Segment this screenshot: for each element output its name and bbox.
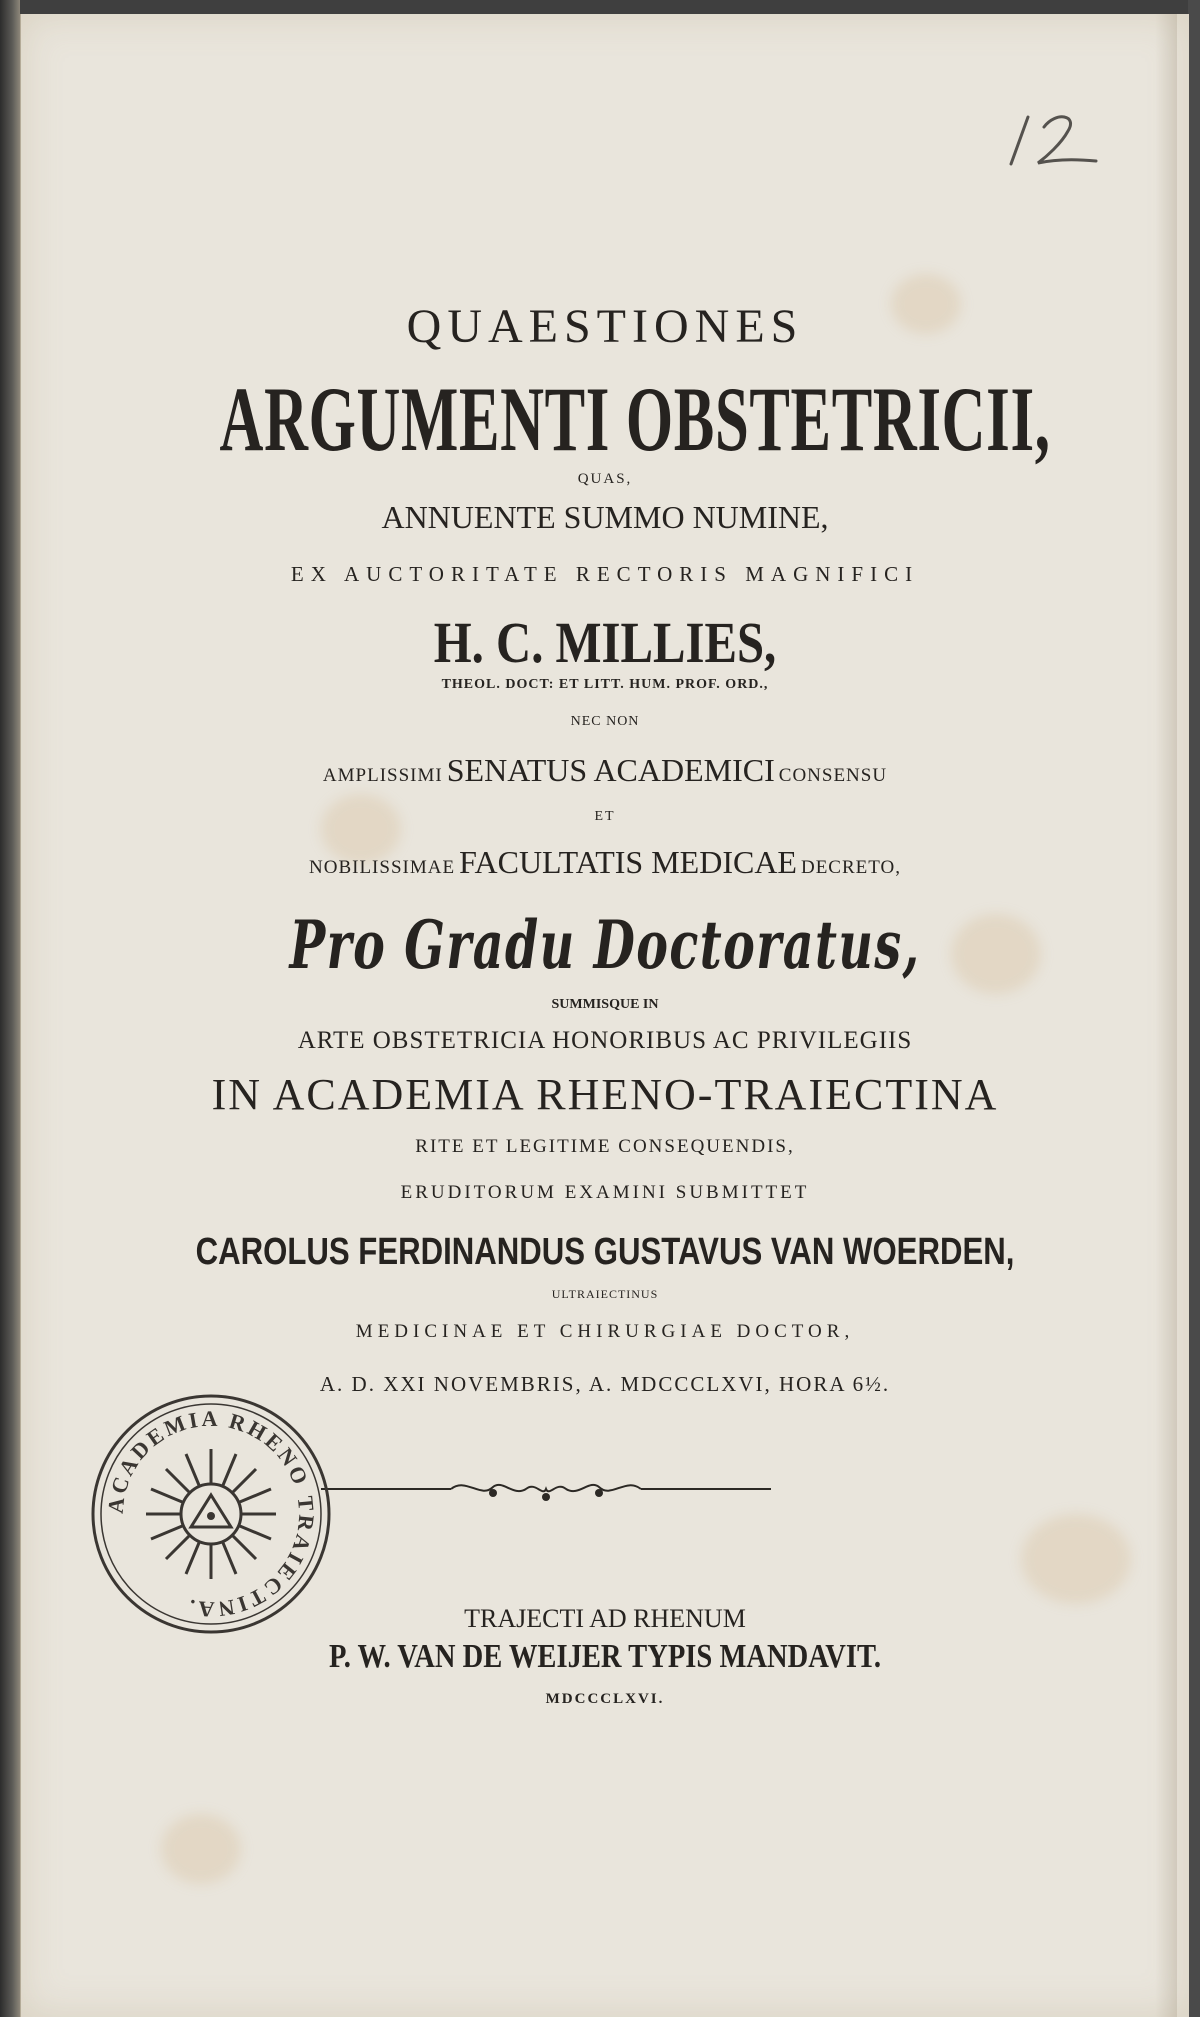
title-line-summisque: SUMMISQUE IN — [551, 997, 659, 1012]
imprint-year: MDCCCLXVI. — [545, 1691, 665, 1707]
imprint-place: TRAJECTI AD RHENUM — [464, 1604, 746, 1633]
text-senatus-academici: SENATUS ACADEMICI — [446, 752, 775, 788]
university-seal-stamp — [86, 1389, 336, 1639]
title-line-eruditorum: ERUDITORUM EXAMINI SUBMITTET — [400, 1182, 810, 1203]
title-line-academia: IN ACADEMIA RHENO-TRAIECTINA — [211, 1070, 999, 1119]
defense-date: A. D. XXI NOVEMBRIS, A. MDCCCLXVI, HORA 6½. — [319, 1372, 891, 1396]
author-name: CAROLUS FERDINANDUS GUSTAVUS VAN WOERDEN, — [195, 1231, 1015, 1273]
title-line-rite: RITE ET LEGITIME CONSEQUENDIS, — [415, 1136, 795, 1157]
author-degree: MEDICINAE ET CHIRURGIAE DOCTOR, — [355, 1321, 855, 1342]
text-nobilissimae: NOBILISSIMAE — [309, 857, 456, 878]
foxing-stain — [1021, 1514, 1131, 1604]
text-facultatis-medicae: FACULTATIS MEDICAE — [459, 844, 797, 880]
text-decreto: DECRETO, — [800, 857, 901, 878]
rector-titles: THEOL. DOCT: ET LITT. HUM. PROF. ORD., — [441, 677, 769, 692]
seal-inscription: ACADEMIA RHENO TRAIECTINA. — [102, 1405, 320, 1623]
title-page — [20, 14, 1189, 2017]
title-line-nec-non: NEC NON — [570, 714, 640, 729]
title-line-senatus — [21, 752, 1189, 789]
title-line-quas: QUAS, — [577, 471, 633, 487]
book-edge — [1188, 0, 1200, 2017]
book-binding — [0, 0, 20, 2017]
title-line-auctoritate: EX AUCTORITATE RECTORIS MAGNIFICI — [290, 562, 920, 586]
title-line-pro-gradu: Pro Gradu Doctoratus, — [289, 906, 921, 984]
text-amplissimi: AMPLISSIMI — [322, 765, 443, 786]
text-consensu: CONSENSU — [778, 765, 888, 786]
title-line-et: ET — [594, 809, 616, 824]
title-line-annuente: ANNUENTE SUMMO NUMINE, — [381, 499, 829, 535]
ornamental-rule — [321, 1469, 771, 1509]
author-origin: ULTRAIECTINUS — [551, 1287, 659, 1301]
title-line-argumenti: ARGUMENTI OBSTETRICII, — [219, 368, 1051, 470]
title-line-arte: ARTE OBSTETRICIA HONORIBUS AC PRIVILEGIIS — [297, 1027, 913, 1054]
imprint-printer: P. W. VAN DE WEIJER TYPIS MANDAVIT. — [328, 1638, 882, 1675]
handwritten-page-number — [1006, 109, 1106, 169]
title-line-quaestiones: QUAESTIONES — [406, 300, 804, 353]
title-line-facultatis — [21, 844, 1189, 881]
rector-name: H. C. MILLIES, — [433, 610, 777, 675]
foxing-stain — [161, 1814, 241, 1884]
